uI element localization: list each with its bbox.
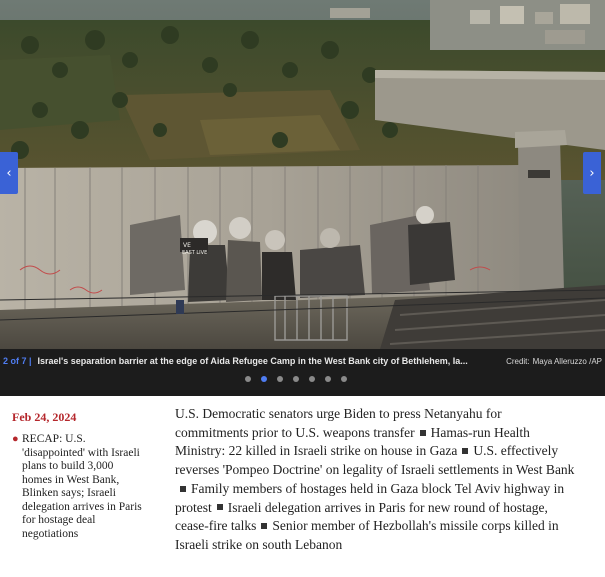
chevron-left-icon: ‹	[6, 165, 12, 181]
chevron-right-icon: ›	[589, 165, 595, 181]
svg-text:VE: VE	[183, 242, 191, 249]
slide-dot[interactable]	[293, 376, 299, 382]
slide-dot[interactable]	[325, 376, 331, 382]
slide-dot[interactable]	[261, 376, 267, 382]
article-date: Feb 24, 2024	[12, 410, 77, 424]
credit-name: Maya Alleruzzo /AP	[532, 356, 602, 366]
separator-square	[217, 504, 223, 510]
caption-bar	[0, 349, 605, 373]
slide-dot[interactable]	[309, 376, 315, 382]
headline-link[interactable]: U.S. effectively reverses 'Pompeo Doctrine' on legality of Israeli settlements in West Bank	[175, 443, 575, 478]
headline-link[interactable]: Senior member of Hezbollah's missile corps killed in Israeli strike on south Lebanon	[175, 518, 559, 552]
slide-counter: 2 of 7 |	[3, 356, 32, 366]
svg-text:EAST LIVE: EAST LIVE	[182, 250, 208, 256]
slide-dot[interactable]	[245, 376, 251, 382]
next-slide-button[interactable]	[583, 152, 601, 194]
separator-square	[261, 523, 267, 529]
recap-link[interactable]: RECAP: U.S. 'disappointed' with Israeli plans to build 3,000 homes in West Bank, Blinken says; Israeli delegation arrives in Paris for hostage deal negotiations	[22, 433, 142, 540]
credit-label: Credit:	[506, 356, 530, 366]
headline-link[interactable]: Family members of hostages held in Gaza block Tel Aviv highway in protest	[175, 480, 565, 515]
headline-link[interactable]: Hamas-run Health Ministry: 22 killed in Israeli strike on house in Gaza	[175, 424, 530, 459]
slide-indicator	[245, 376, 347, 382]
separator-square	[180, 486, 186, 492]
slide-caption: Israel's separation barrier at the edge of Aida Refugee Camp in the West Bank city of Bethlehem, Ia...	[37, 356, 468, 366]
separator-square	[462, 448, 468, 454]
separator-square	[420, 430, 426, 436]
headline-link[interactable]: U.S. Democratic senators urge Biden to press Netanyahu for commitments prior to U.S. weapons transfer	[175, 406, 502, 440]
bullet-icon: ●	[12, 433, 19, 445]
previous-slide-button[interactable]	[0, 152, 18, 194]
slide-dot[interactable]	[341, 376, 347, 382]
recap-item[interactable]	[12, 433, 142, 541]
slide-dot[interactable]	[277, 376, 283, 382]
headline-link[interactable]: Israeli delegation arrives in Paris for new round of hostage, cease-fire talks	[175, 499, 548, 534]
headline-list	[175, 405, 575, 555]
